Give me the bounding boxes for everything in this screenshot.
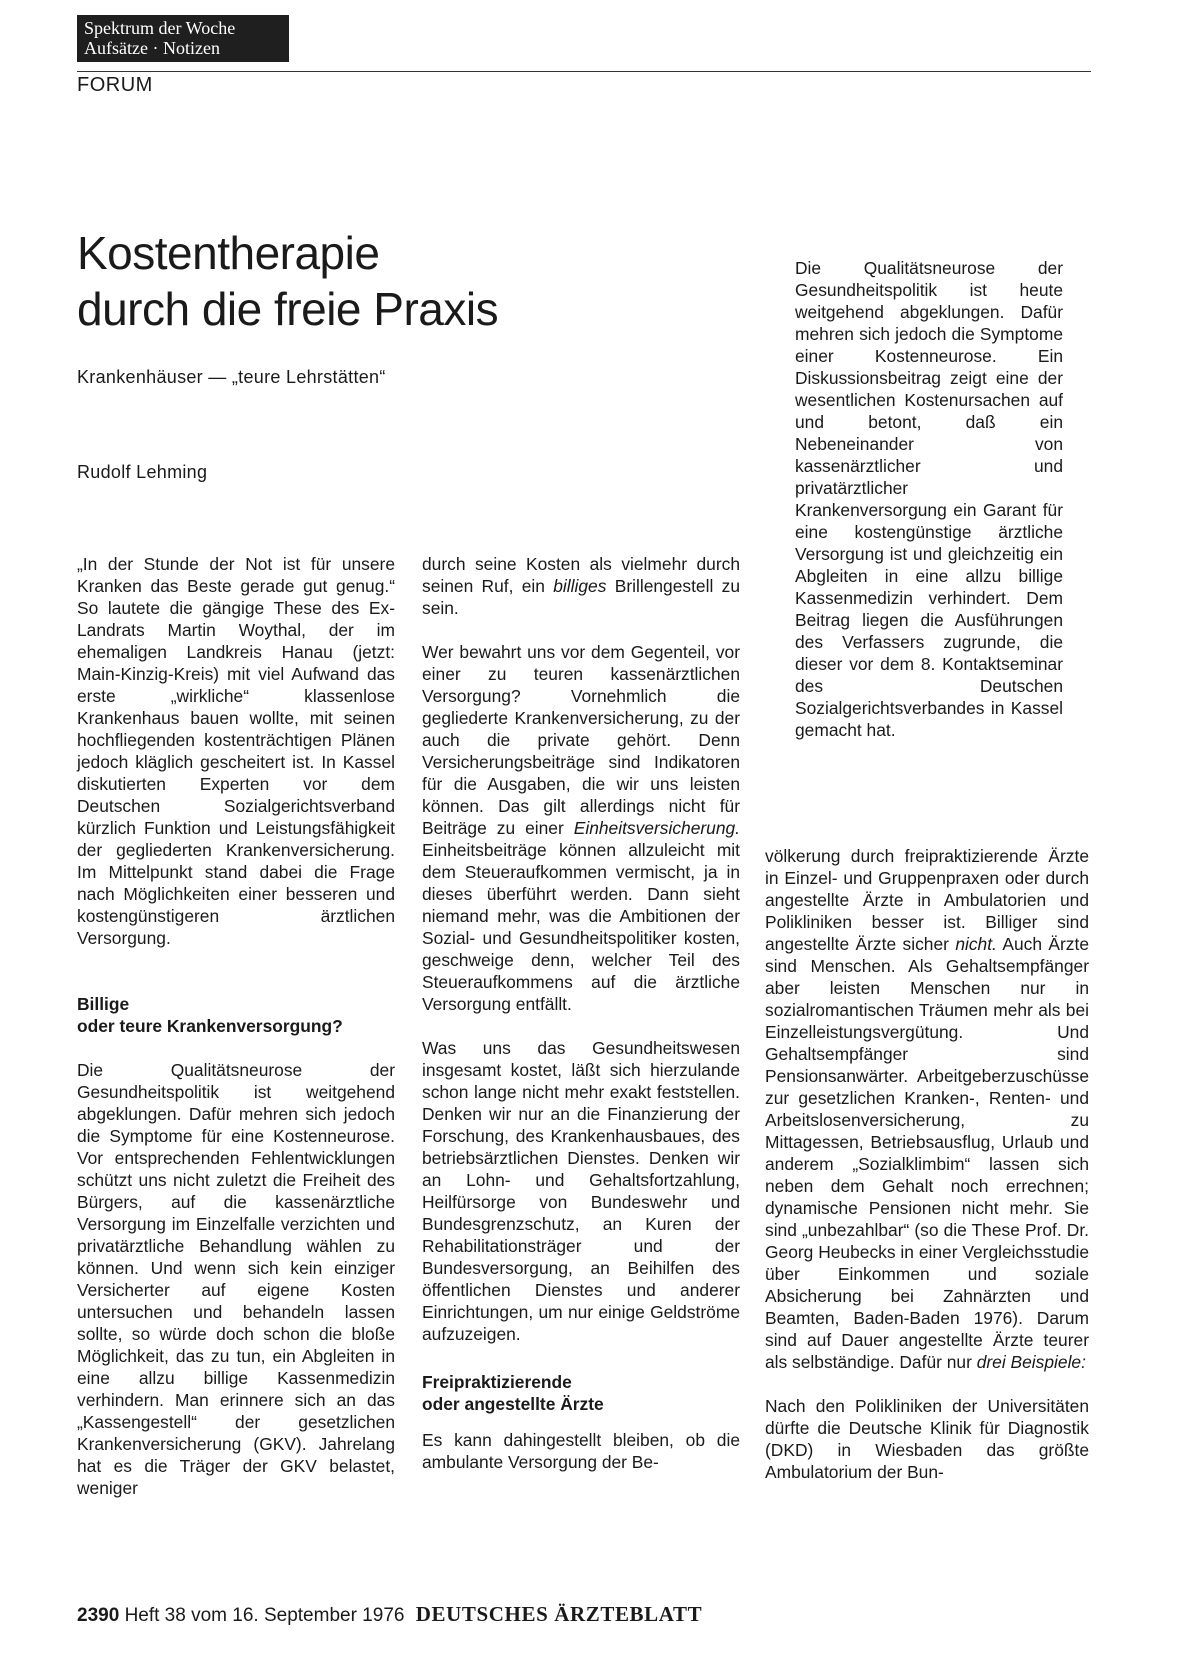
text-run: Brillengestell zu sein. — [422, 576, 740, 618]
lead-column — [795, 257, 1063, 741]
paragraph: Es kann dahingestellt bleiben, ob die ambulante Versorgung der Be- — [422, 1430, 740, 1472]
subheading-line-1: Billige — [77, 994, 130, 1014]
title-line-1: Kostentherapie — [77, 227, 380, 279]
column-2 — [422, 553, 740, 1473]
issue-info: Heft 38 vom 16. September 1976 — [124, 1605, 405, 1626]
page-footer — [77, 1602, 702, 1627]
title-line-2: durch die freie Praxis — [77, 283, 499, 335]
text-run: durch seine Kosten als vielmehr durch seinen Ruf, ein — [422, 554, 740, 596]
section-badge — [77, 15, 289, 62]
lead-paragraph: Die Qualitätsneurose der Gesundheitspolitik ist heute weitgehend abgeklungen. Dafür mehren sich jedoch die Symptome einer Kostenneurose. Ein Diskussionsbeitrag zeigt eine der wesentlichen Kostenursachen auf und betont, daß ein Nebeneinander von kassenärztlicher und privatärztlicher Krankenversorgung ein Garant für eine kostengünstige ärztliche Versorgung ist und gleichzeitig ein Abgleiten in eine allzu billige Kassenmedizin verhindert. Dem Beitrag liegen die Ausführungen des Verfassers zugrunde, die dieser vor dem 8. Kontaktseminar des Deutschen Sozialgerichtsverbandes in Kassel gemacht hat. — [795, 258, 1063, 740]
paragraph — [422, 553, 740, 619]
paragraph: „In der Stunde der Not ist für unsere Kranken das Beste gerade gut genug.“ So lautete die gängige These des Ex-Landrats Martin Woythal, der im ehemaligen Landkreis Hanau (jetzt: Main-Kinzig-Kreis) mit viel Aufwand das erste „wirkliche“ klassenlose Krankenhaus bauen wollte, mit seinen hochfliegenden kostenträchtigen Plänen jedoch kläglich gescheitert ist. In Kassel diskutierten Experten vor dem Deutschen Sozialgerichtsverband kürzlich Funktion und Leistungsfähigkeit der gegliederten Krankenversicherung. Im Mittelpunkt stand dabei die Frage nach Möglichkeiten einer besseren und kostengünstigeren ärztlichen Versorgung. — [77, 554, 395, 948]
text-run: Einheitsbeiträge können allzuleicht mit dem Steueraufkommen vermischt, ja in dieses überführt werden. Dann sieht niemand mehr, was die Ambitionen der Sozial- und Gesundheitspolitiker kosten, geschweige denn, welcher Teil des Steueraufkommens auf die ärztliche Versorgung entfällt. — [422, 840, 740, 1014]
emphasis: nicht. — [955, 934, 997, 954]
article-subtitle: Krankenhäuser — „teure Lehrstätten“ — [77, 367, 386, 387]
text-run: Auch Ärzte sind Menschen. Als Gehaltsempfänger aber leisten Menschen nur in sozialromantischen Träumen mehr als bei Einzelleistungsvergütung. Und Gehaltsempfänger sind Pensionsanwärter. Arbeitgeberzuschüsse zur gesetzlichen Kranken-, Renten- und Arbeitslosenversicherung, zu Mittagessen, Betriebsausflug, Urlaub und anderem „Sozialklimbim“ lassen sich neben dem Gehalt noch errechnen; dynamische Pensionen nicht mehr. Sie sind „unbezahlbar“ (so die These Prof. Dr. Georg Heubecks in einer Vergleichsstudie über Einkommen und soziale Absicherung bei Zahnärzten und Beamten, Baden-Baden 1976). Darum sind auf Dauer angestellte Ärzte teurer als selbständige. Dafür nur — [765, 934, 1089, 1372]
column-1 — [77, 553, 395, 1499]
paragraph: Was uns das Gesundheitswesen insgesamt kostet, läßt sich hierzulande schon lange nicht mehr exakt feststellen. Denken wir nur an die Finanzierung der Forschung, des Krankenhausbaues, des betriebsärztlichen Dienstes. Denken wir an Lohn- und Gehaltsfortzahlung, Heilfürsorge von Bundeswehr und Bundesgrenzschutz, an Kuren der Rehabilitationsträger und der Bundesversorgung, an Beihilfen des öffentlichen Dienstes und anderer Einrichtungen, um nur einige Geldströme aufzuzeigen. — [422, 1038, 740, 1344]
journal-name: DEUTSCHES ÄRZTEBLATT — [415, 1602, 703, 1626]
column-3 — [765, 845, 1089, 1483]
paragraph — [765, 845, 1089, 1373]
section-label: FORUM — [77, 74, 153, 96]
badge-line-1: Spektrum der Woche — [84, 18, 236, 38]
text-run: völkerung durch freipraktizierende Ärzte in Einzel- und Gruppenpraxen oder durch angestellte Ärzte in Ambulatorien und Polikliniken besser ist. Billiger sind angestellte Ärzte sicher — [765, 846, 1089, 954]
emphasis: Einheitsversicherung. — [573, 818, 740, 838]
paragraph: Die Qualitätsneurose der Gesundheitspolitik ist weitgehend abgeklungen. Dafür mehren sich jedoch die Symptome für eine Kostenneurose. Vor entsprechenden Fehlentwicklungen schützt uns nicht zuletzt die Freiheit des Bürgers, auf die kassenärztliche Versorgung im Einzelfalle verzichten und privatärztliche Behandlung wählen zu können. Und wenn sich kein einziger Versicherter auf eigene Kosten untersuchen und behandeln lassen sollte, so würde doch schon die bloße Möglichkeit, das zu tun, ein Abgleiten in eine allzu billige Kassenmedizin verhindern. Man erinnere sich an das „Kassengestell“ der gesetzlichen Krankenversicherung (GKV). Jahrelang hat es die Träger der GKV belastet, weniger — [77, 1060, 395, 1498]
paragraph — [422, 641, 740, 1015]
emphasis: billiges — [553, 576, 607, 596]
subheading — [422, 1371, 740, 1415]
header-rule — [77, 71, 1091, 72]
subheading-line-1: Freipraktizierende — [422, 1372, 572, 1392]
subheading — [77, 993, 395, 1037]
emphasis: drei Beispiele: — [976, 1352, 1086, 1372]
paragraph: Nach den Polikliniken der Universitäten dürfte die Deutsche Klinik für Diagnostik (DKD) in Wiesbaden das größte Ambulatorium der Bun- — [765, 1396, 1089, 1482]
article-title — [77, 225, 498, 337]
page-number: 2390 — [77, 1605, 120, 1626]
subheading-line-2: oder teure Krankenversorgung? — [77, 1016, 343, 1036]
subheading-line-2: oder angestellte Ärzte — [422, 1394, 604, 1414]
text-run: Wer bewahrt uns vor dem Gegenteil, vor einer zu teuren kassenärztlichen Versorgung? Vornehmlich die gegliederte Krankenversicherung, zu der auch die private gehört. Denn Versicherungsbeiträge sind Indikatoren für die Ausgaben, die wir uns leisten können. Das gilt allerdings nicht für Beiträge zu einer — [422, 642, 740, 838]
badge-line-2: Aufsätze · Notizen — [84, 38, 220, 58]
author-name: Rudolf Lehming — [77, 462, 208, 482]
